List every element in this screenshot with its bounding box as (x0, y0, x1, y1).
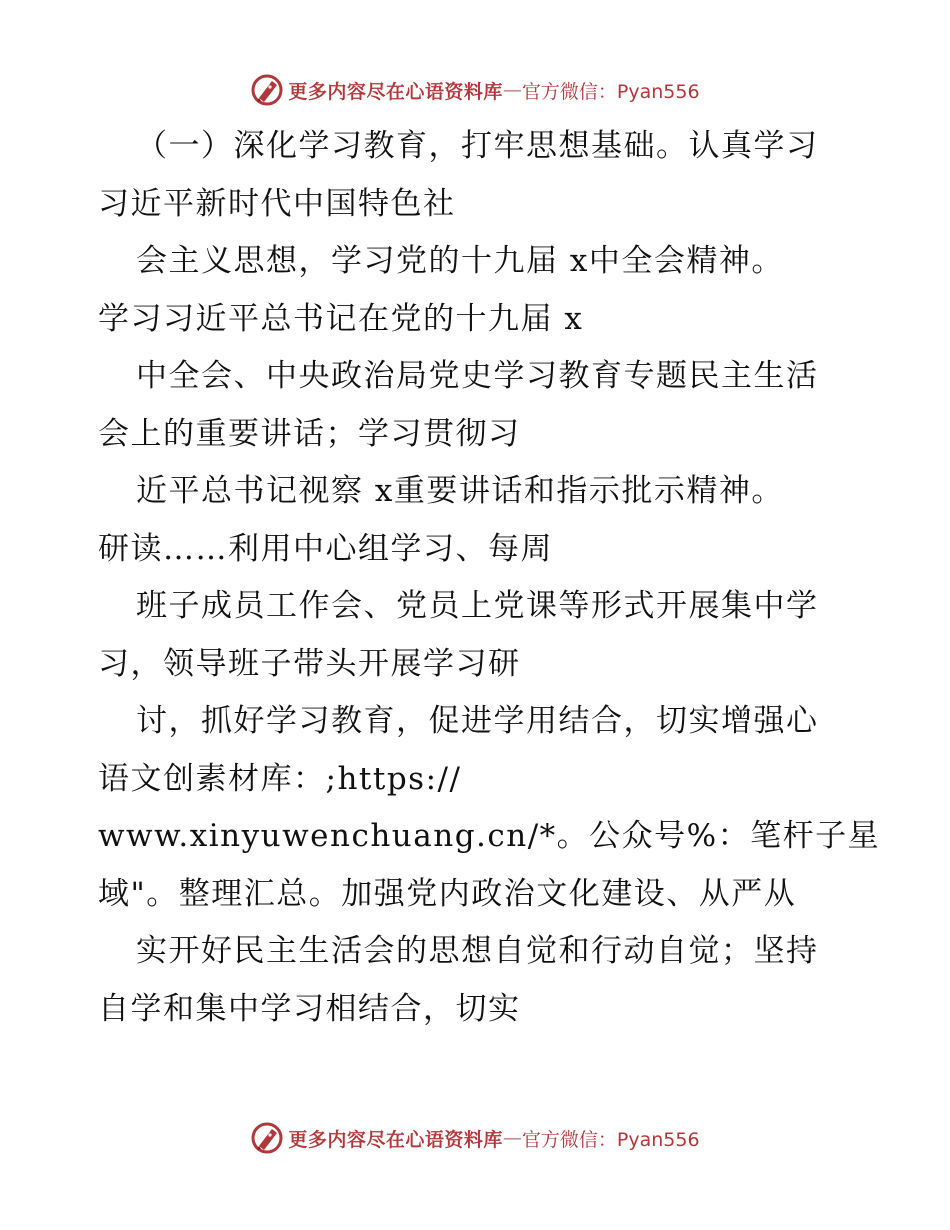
text-line: 习近平新时代中国特色社 (98, 185, 456, 222)
banner-wechat-text: 官方微信：Pyan556 (521, 1128, 700, 1151)
text-line: 语文创素材库：;https:// (98, 760, 462, 797)
banner-separator: — (502, 1127, 522, 1149)
text-line: 班子成员工作会、党员上党课等形式开展集中学 (136, 588, 819, 624)
banner-wechat-text: 官方微信：Pyan556 (521, 80, 700, 103)
document-body (98, 118, 881, 1038)
footer-banner (0, 1118, 950, 1158)
banner-separator: — (502, 79, 522, 101)
header-banner (0, 70, 950, 110)
text-line: 域"。整理汇总。加强党内政治文化建设、从严从 (98, 875, 797, 912)
text-line: 研读……利用中心组学习、每周 (98, 530, 553, 567)
text-line: www.xinyuwenchuang.cn/*。公众号%：笔杆子星 (98, 818, 881, 854)
text-line: 习，领导班子带头开展学习研 (98, 645, 521, 682)
text-line: 会上的重要讲话；学习贯彻习 (98, 415, 521, 452)
banner-brand-text: 更多内容尽在心语资料库 (288, 80, 503, 103)
pen-nib-logo-icon (250, 1121, 284, 1155)
text-line: 会主义思想，学习党的十九届 x中全会精神。 (136, 243, 784, 279)
text-line: 实开好民主生活会的思想自觉和行动自觉；坚持 (136, 933, 819, 969)
text-line: 学习习近平总书记在党的十九届 x (98, 300, 584, 337)
text-line: 中全会、中央政治局党史学习教育专题民主生活 (136, 358, 819, 394)
text-line: 近平总书记视察 x重要讲话和指示批示精神。 (136, 473, 784, 509)
text-line: （一）深化学习教育，打牢思想基础。认真学习 (136, 128, 819, 164)
text-line: 讨，抓好学习教育，促进学用结合，切实增强心 (136, 703, 819, 739)
banner-brand-text: 更多内容尽在心语资料库 (288, 1128, 503, 1151)
text-line: 自学和集中学习相结合，切实 (98, 990, 521, 1027)
pen-nib-logo-icon (250, 73, 284, 107)
